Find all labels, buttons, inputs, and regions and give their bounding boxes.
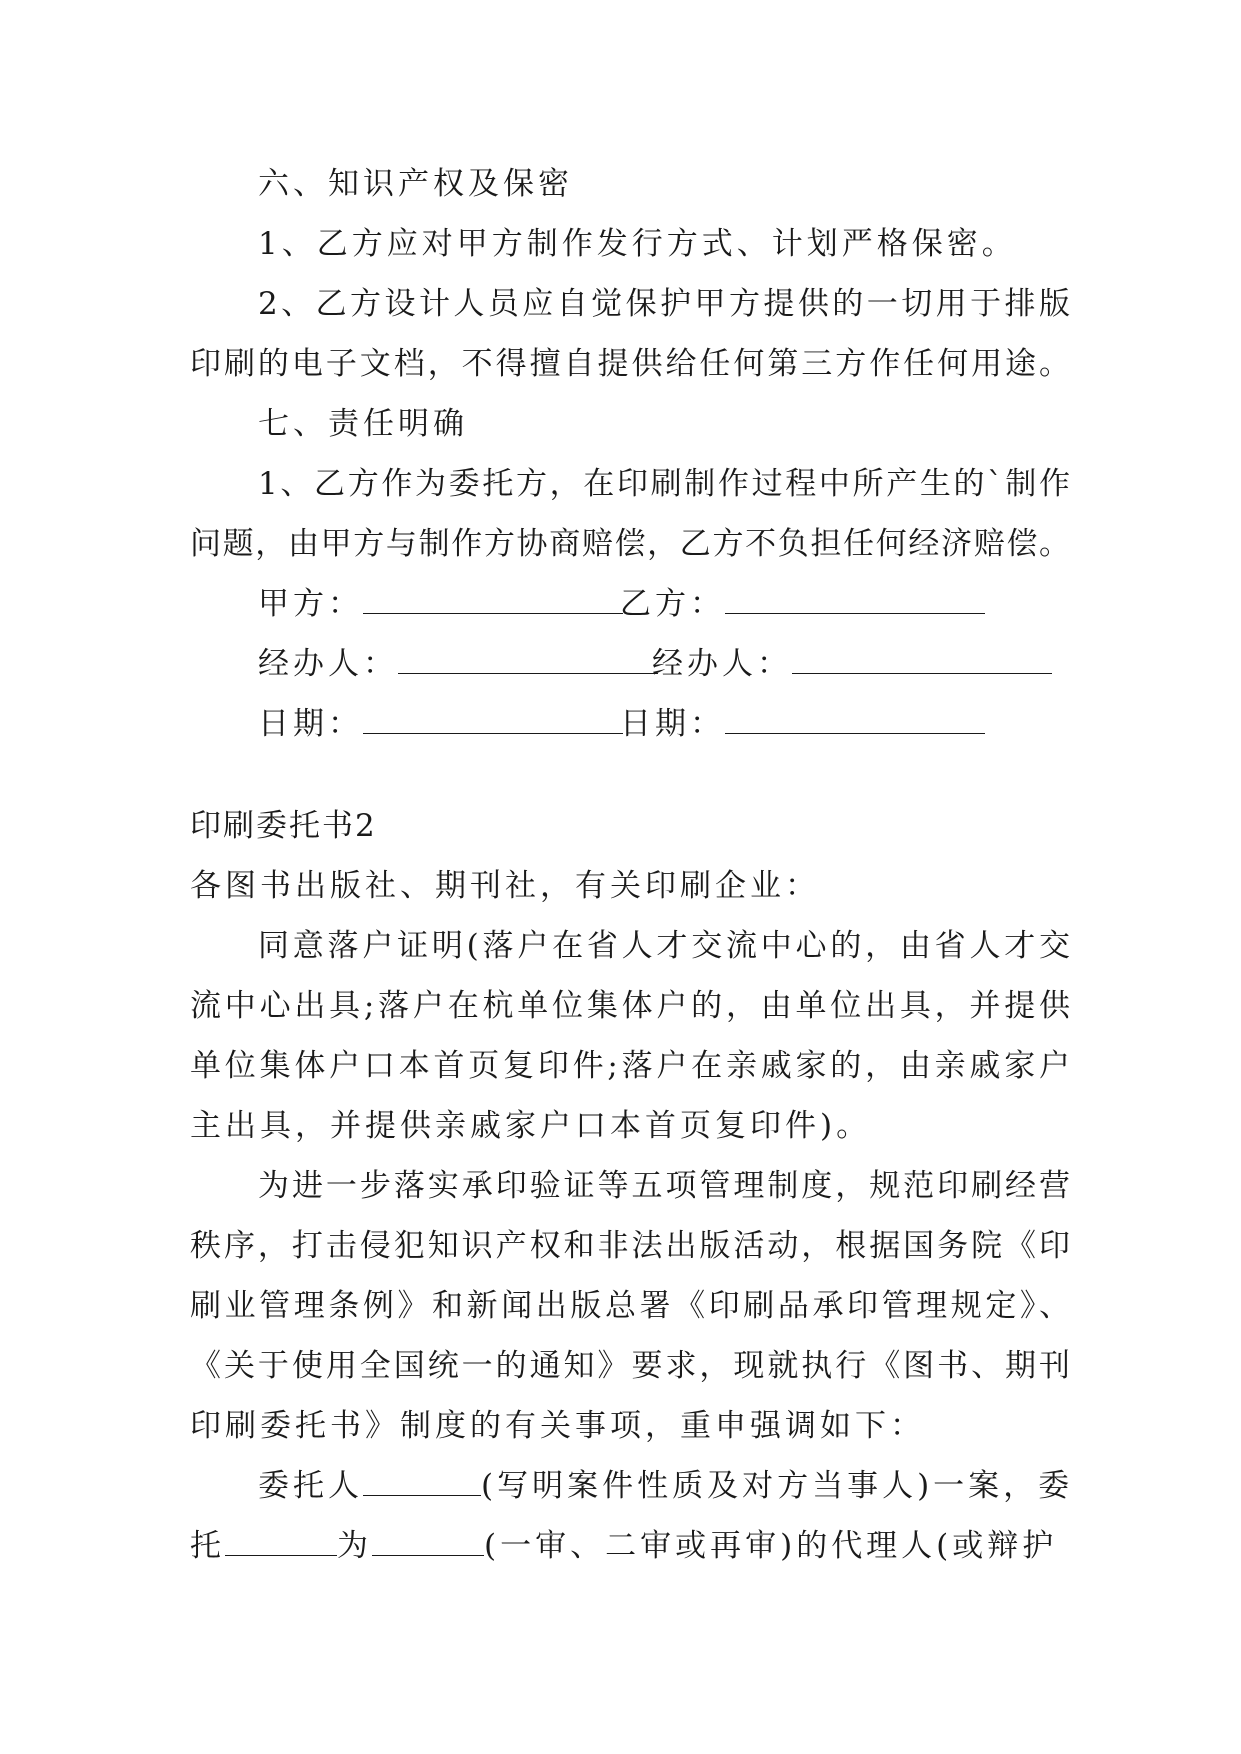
paragraph-line: 《关于使用全国统一的通知》要求，现就执行《图书、期刊 [190,1348,1070,1384]
paragraph-line: 同意落户证明(落户在省人才交流中心的，由省人才交 [258,928,1070,964]
handler-a-field [258,644,658,684]
handler-b-blank [792,647,1052,674]
section-heading: 七、责任明确 [258,406,468,442]
paragraph-line-with-blank [258,1466,1074,1506]
text-fragment: 托 [190,1528,225,1564]
text-fragment: 为 [337,1528,372,1564]
date-a-blank [363,707,623,734]
paragraph-line: 流中心出具;落户在杭单位集体户的，由单位出具，并提供 [190,988,1070,1024]
party-b-field [620,584,985,624]
fill-in-blank [225,1529,337,1556]
paragraph-line: 1、乙方作为委托方，在印刷制作过程中所产生的`制作 [258,466,1070,502]
fill-in-blank [372,1529,484,1556]
paragraph-line: 印刷的电子文档，不得擅自提供给任何第三方作任何用途。 [190,346,1070,382]
handler-a-blank [398,647,658,674]
addressee-line: 各图书出版社、期刊社，有关印刷企业： [190,868,820,904]
document-title: 印刷委托书2 [190,808,377,844]
text-fragment: (一审、二审或再审)的代理人(或辩护 [484,1528,1058,1564]
party-a-blank [363,587,623,614]
text-fragment: (写明案件性质及对方当事人)一案，委 [481,1468,1074,1504]
paragraph-line: 主出具，并提供亲戚家户口本首页复印件)。 [190,1108,872,1144]
paragraph-line: 2、乙方设计人员应自觉保护甲方提供的一切用于排版 [258,286,1070,322]
fill-in-blank [363,1469,481,1496]
handler-b-field [652,644,1052,684]
date-a-label: 日期： [258,706,363,742]
paragraph-line: 刷业管理条例》和新闻出版总署《印刷品承印管理规定》、 [190,1288,1070,1324]
paragraph-line: 为进一步落实承印验证等五项管理制度，规范印刷经营 [258,1168,1070,1204]
handler-b-label: 经办人： [652,646,792,682]
text-fragment: 委托人 [258,1468,363,1504]
party-a-field [258,584,623,624]
party-b-label: 乙方： [620,586,725,622]
party-a-label: 甲方： [258,586,363,622]
paragraph-line: 问题，由甲方与制作方协商赔偿，乙方不负担任何经济赔偿。 [190,526,1070,562]
date-a-field [258,704,623,744]
date-b-field [620,704,985,744]
section-heading: 六、知识产权及保密 [258,166,573,202]
paragraph-line: 1、乙方应对甲方制作发行方式、计划严格保密。 [258,226,1017,262]
date-b-blank [725,707,985,734]
party-b-blank [725,587,985,614]
date-b-label: 日期： [620,706,725,742]
paragraph-line: 印刷委托书》制度的有关事项，重申强调如下： [190,1408,925,1444]
paragraph-line: 单位集体户口本首页复印件;落户在亲戚家的，由亲戚家户 [190,1048,1070,1084]
paragraph-line: 秩序，打击侵犯知识产权和非法出版活动，根据国务院《印 [190,1228,1070,1264]
paragraph-line-with-blank [190,1526,1070,1566]
handler-a-label: 经办人： [258,646,398,682]
